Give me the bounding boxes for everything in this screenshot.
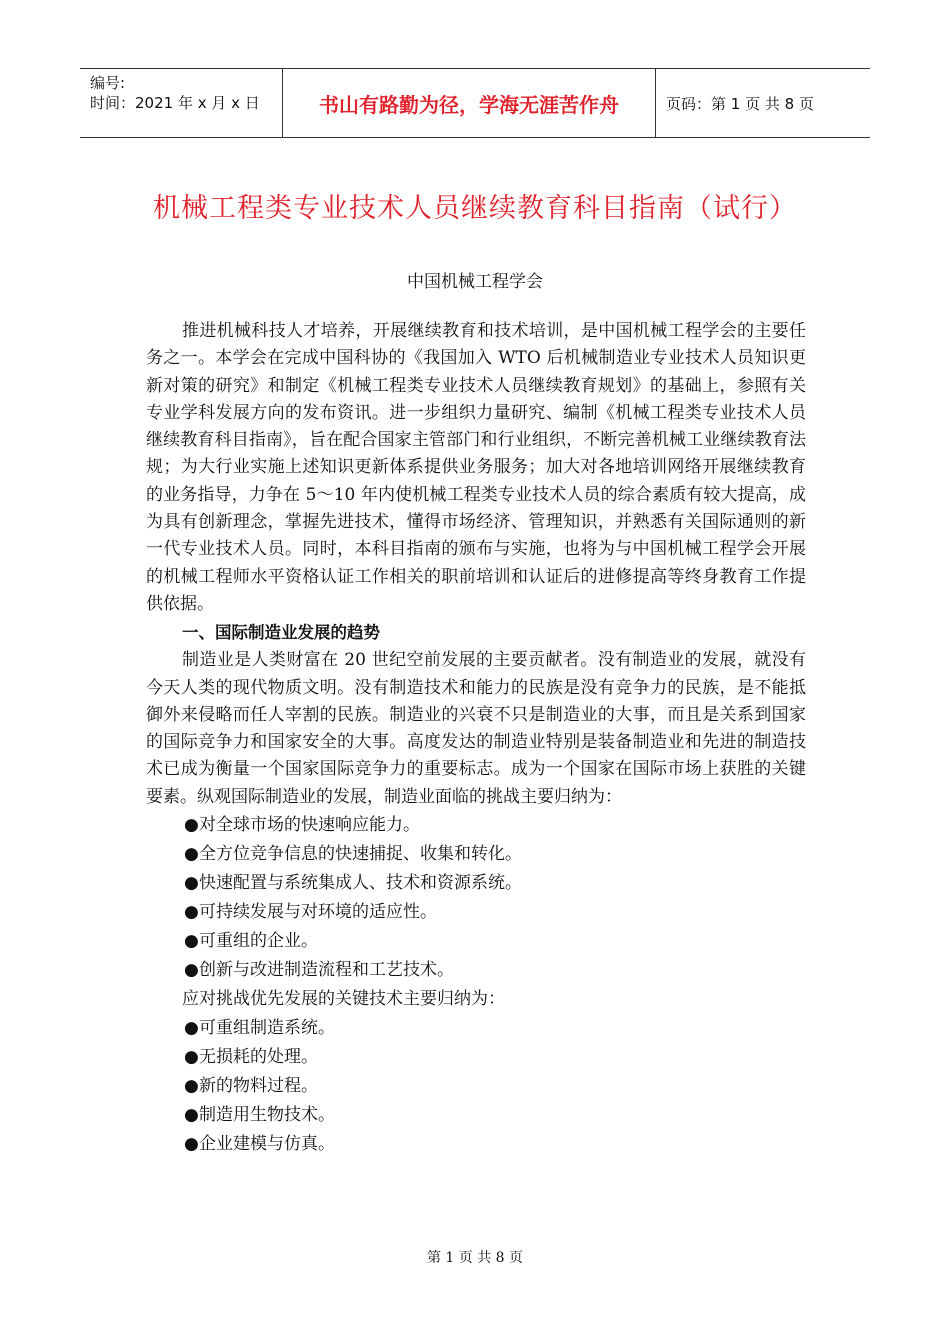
bullet-icon: ● xyxy=(184,1076,199,1097)
tech-intro: 应对挑战优先发展的关键技术主要归纳为： xyxy=(182,989,505,1010)
header-meta xyxy=(80,69,280,137)
list-item: ●快速配置与系统集成人、技术和资源系统。 xyxy=(146,869,806,898)
list-item: ●可持续发展与对环境的适应性。 xyxy=(146,898,806,927)
list-item: ●无损耗的处理。 xyxy=(146,1043,806,1072)
challenges-list xyxy=(146,811,806,985)
bullet-icon: ● xyxy=(184,1047,199,1068)
document-title: 机械工程类专业技术人员继续教育科目指南（试行） xyxy=(153,193,797,224)
bullet-icon: ● xyxy=(184,844,199,865)
list-item: ●可重组的企业。 xyxy=(146,927,806,956)
list-item: ●全方位竞争信息的快速捕捉、收集和转化。 xyxy=(146,840,806,869)
header-page-code: 页码：第 1 页 共 8 页 xyxy=(666,94,814,113)
section-heading: 一、国际制造业发展的趋势 xyxy=(182,623,380,643)
bullet-icon: ● xyxy=(184,1134,199,1155)
bullet-icon: ● xyxy=(184,902,199,923)
list-item: ●新的物料过程。 xyxy=(146,1072,806,1101)
technologies-list xyxy=(146,1014,806,1159)
intro-paragraph: 推进机械科技人才培养，开展继续教育和技术培训，是中国机械工程学会的主要任务之一。本学会在完成中国科协的《我国加入 WTO 后机械制造业专业技术人员知识更新对策的研究》和制定《机械工程类专业技术人员继续教育规划》的基础上，参照有关专业学科发展方向的发布资讯。进一步组织力量研究、编制《机械工程类专业技术人员继续教育科目指南》，旨在配合国家主管部门和行业组织，不断完善机械工业继续教育法规；为大行业实施上述知识更新体系提供业务服务；加大对各地培训网络开展继续教育的业务指导，力争在 5～10 年内使机械工程类专业技术人员的综合素质有较大提高，成为具有创新理念，掌握先进技术，懂得市场经济、管理知识，并熟悉有关国际通则的新一代专业技术人员。同时，本科目指南的颁布与实施，也将为与中国机械工程学会开展的机械工程师水平资格认证工作相关的职前培训和认证后的进修提高等终身教育工作提供依据。 xyxy=(146,321,806,614)
bullet-icon: ● xyxy=(184,1018,199,1039)
list-item: ●企业建模与仿真。 xyxy=(146,1130,806,1159)
list-item: ●制造用生物技术。 xyxy=(146,1101,806,1130)
date-label: 时间：2021 年 x 月 x 日 xyxy=(90,94,260,112)
list-item: ●可重组制造系统。 xyxy=(146,1014,806,1043)
list-item: ●对全球市场的快速响应能力。 xyxy=(146,811,806,840)
motto-text: 书山有路勤为径，学海无涯苦作舟 xyxy=(319,92,619,117)
bullet-icon: ● xyxy=(184,960,199,981)
page-header xyxy=(80,68,870,138)
bullet-icon: ● xyxy=(184,1105,199,1126)
section-paragraph: 制造业是人类财富在 20 世纪空前发展的主要贡献者。没有制造业的发展，就没有今天人类的现代物质文明。没有制造技术和能力的民族是没有竞争力的民族，是不能抵御外来侵略而任人宰割的民族。制造业的兴衰不只是制造业的大事，而且是关系到国家的国际竞争力和国家安全的大事。高度发达的制造业特别是装备制造业和先进的制造技术已成为衡量一个国家国际竞争力的重要标志。成为一个国家在国际市场上获胜的关键要素。纵观国际制造业的发展，制造业面临的挑战主要归纳为： xyxy=(146,650,806,807)
organization-name: 中国机械工程学会 xyxy=(407,272,543,292)
bullet-icon: ● xyxy=(184,931,199,952)
bullet-icon: ● xyxy=(184,815,199,836)
number-label: 编号: xyxy=(90,74,126,92)
page-footer: 第 1 页 共 8 页 xyxy=(426,1250,524,1266)
header-motto-cell xyxy=(282,69,656,137)
document-body xyxy=(146,318,806,1159)
bullet-icon: ● xyxy=(184,873,199,894)
list-item: ●创新与改进制造流程和工艺技术。 xyxy=(146,956,806,985)
